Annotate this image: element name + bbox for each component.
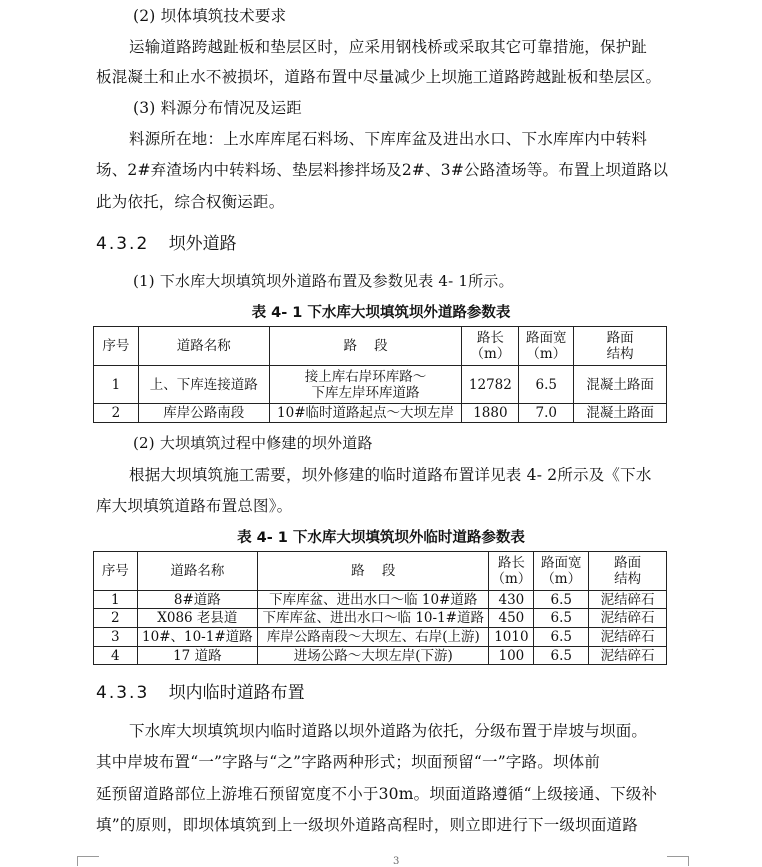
- header-line: （m）: [541, 571, 582, 587]
- cell-name: 库岸公路南段: [138, 404, 269, 423]
- cell-structure: 泥结碎石: [589, 591, 667, 609]
- table-row: [94, 609, 667, 628]
- subsection-heading: (3) 料源分布情况及运距: [133, 99, 302, 117]
- paragraph-line: 场、2#弃渣场内中转料场、垫层料掺拌场及2#、3#公路渣场等。布置上坝道路以: [96, 161, 669, 179]
- paragraph-line: 其中岸坡布置“一”字路与“之”字路两种形式；坝面预留“一”字路。坝体前: [96, 753, 601, 771]
- paragraph-line: 下水库大坝填筑坝内临时道路以坝外道路为依托，分级布置于岸坡与坝面。: [129, 722, 648, 740]
- header-cell: 路 段: [258, 552, 489, 591]
- header-cell: [489, 552, 534, 591]
- table-row: [94, 647, 667, 665]
- cell-length: 12782: [462, 366, 519, 404]
- cell-width: 7.0: [519, 404, 574, 423]
- cell-length: 450: [489, 609, 534, 628]
- subsection-heading: (2) 坝体填筑技术要求: [133, 7, 287, 25]
- header-line: 路长: [497, 555, 525, 571]
- section-heading: [96, 682, 305, 704]
- cell-section: 下库库盆、进出水口～临 10-1#道路: [258, 609, 489, 628]
- cell-seq: 4: [94, 647, 138, 665]
- cell-seq: 1: [94, 591, 138, 609]
- header-cell: [534, 552, 589, 591]
- header-cell: 道路名称: [138, 327, 269, 366]
- paragraph-line: 此为依托，综合权衡运距。: [96, 193, 285, 211]
- table-header-row: [94, 552, 667, 591]
- table-row: [94, 628, 667, 647]
- paragraph-line: 填”的原则，即坝体填筑到上一级坝外道路高程时，则立即进行下一级坝面道路: [96, 816, 638, 834]
- header-line: （m）: [470, 346, 511, 362]
- margin-corner-mark: [77, 856, 99, 857]
- table-row: [94, 591, 667, 609]
- section-title: 坝内临时道路布置: [168, 683, 305, 703]
- header-cell: [589, 552, 667, 591]
- cell-width: 6.5: [534, 609, 589, 628]
- cell-structure: 泥结碎石: [589, 628, 667, 647]
- header-line: 结构: [614, 571, 642, 587]
- cell-section: 下库库盆、进出水口～临 10#道路: [258, 591, 489, 609]
- header-cell: [462, 327, 519, 366]
- cell-name: X086 老县道: [137, 609, 257, 628]
- cell-line: 接上库右岸环库路～: [304, 368, 427, 385]
- cell-seq: 3: [94, 628, 138, 647]
- outer-road-table: [93, 326, 667, 423]
- header-line: 路面宽: [540, 555, 582, 571]
- section-number: 4.3.3: [96, 683, 150, 703]
- temporary-road-table: [93, 551, 667, 665]
- cell-length: 1880: [462, 404, 519, 423]
- cell-section: 进场公路～大坝左岸(下游): [258, 647, 489, 665]
- cell-name: 10#、10-1#道路: [137, 628, 257, 647]
- header-cell: [519, 327, 574, 366]
- header-line: （m）: [491, 571, 532, 587]
- margin-corner-mark: [667, 856, 689, 857]
- table-header-row: [94, 327, 667, 366]
- margin-corner-mark: [688, 856, 689, 866]
- cell-structure: 泥结碎石: [589, 647, 667, 665]
- cell-width: 6.5: [534, 591, 589, 609]
- header-cell: [574, 327, 667, 366]
- header-line: 路长: [476, 330, 504, 346]
- list-item: (1) 下水库大坝填筑坝外道路布置及参数见表 4- 1所示。: [133, 272, 514, 290]
- section-title: 坝外道路: [168, 234, 237, 254]
- cell-structure: 泥结碎石: [589, 609, 667, 628]
- table-row: [94, 404, 667, 423]
- paragraph-line: 料源所在地：上水库库尾石料场、下库库盆及进出水口、下水库库内中转料: [129, 130, 648, 148]
- cell-section: 10#临时道路起点～大坝左岸: [269, 404, 462, 423]
- cell-line: 下库左岸环库道路: [311, 384, 420, 401]
- paragraph-line: 板混凝土和止水不被损坏，道路布置中尽量减少上坝施工道路跨越趾板和垫层区。: [96, 68, 662, 86]
- cell-name: 上、下库连接道路: [138, 366, 269, 404]
- cell-seq: 2: [94, 404, 139, 423]
- table-caption: 表 4- 1 下水库大坝填筑坝外临时道路参数表: [237, 530, 525, 546]
- header-line: 结构: [606, 346, 634, 362]
- cell-length: 1010: [489, 628, 534, 647]
- paragraph-line: 根据大坝填筑施工需要，坝外修建的临时道路布置详见表 4- 2所示及《下水: [129, 466, 652, 484]
- table-caption: 表 4- 1 下水库大坝填筑坝外道路参数表: [251, 305, 511, 321]
- header-line: （m）: [526, 346, 567, 362]
- header-cell: 序号: [94, 327, 139, 366]
- cell-name: 8#道路: [137, 591, 257, 609]
- paragraph-line: 延预留道路部位上游堆石预留宽度不小于30m。坝面道路遵循“上级接通、下级补: [96, 785, 658, 803]
- header-line: 路面: [614, 555, 642, 571]
- page-number: 3: [393, 856, 400, 867]
- cell-structure: 混凝土路面: [574, 366, 667, 404]
- header-cell: 道路名称: [137, 552, 257, 591]
- cell-length: 100: [489, 647, 534, 665]
- paragraph-line: 运输道路跨越趾板和垫层区时，应采用钢栈桥或采取其它可靠措施，保护趾: [129, 38, 648, 56]
- cell-width: 6.5: [534, 628, 589, 647]
- cell-structure: 混凝土路面: [574, 404, 667, 423]
- list-item: (2) 大坝填筑过程中修建的坝外道路: [133, 434, 373, 452]
- section-number: 4.3.2: [96, 234, 150, 254]
- table-row: [94, 366, 667, 404]
- header-cell: 序号: [94, 552, 138, 591]
- header-cell: 路 段: [269, 327, 462, 366]
- header-line: 路面宽: [526, 330, 567, 346]
- margin-corner-mark: [77, 856, 78, 866]
- cell-seq: 1: [94, 366, 139, 404]
- cell-width: 6.5: [534, 647, 589, 665]
- paragraph-line: 库大坝填筑道路布置总图》。: [96, 497, 293, 515]
- cell-section: 库岸公路南段～大坝左、右岸(上游): [258, 628, 489, 647]
- cell-seq: 2: [94, 609, 138, 628]
- cell-width: 6.5: [519, 366, 574, 404]
- cell-section: [269, 366, 462, 404]
- cell-length: 430: [489, 591, 534, 609]
- section-heading: [96, 233, 237, 255]
- header-line: 路面: [606, 330, 634, 346]
- cell-name: 17 道路: [137, 647, 257, 665]
